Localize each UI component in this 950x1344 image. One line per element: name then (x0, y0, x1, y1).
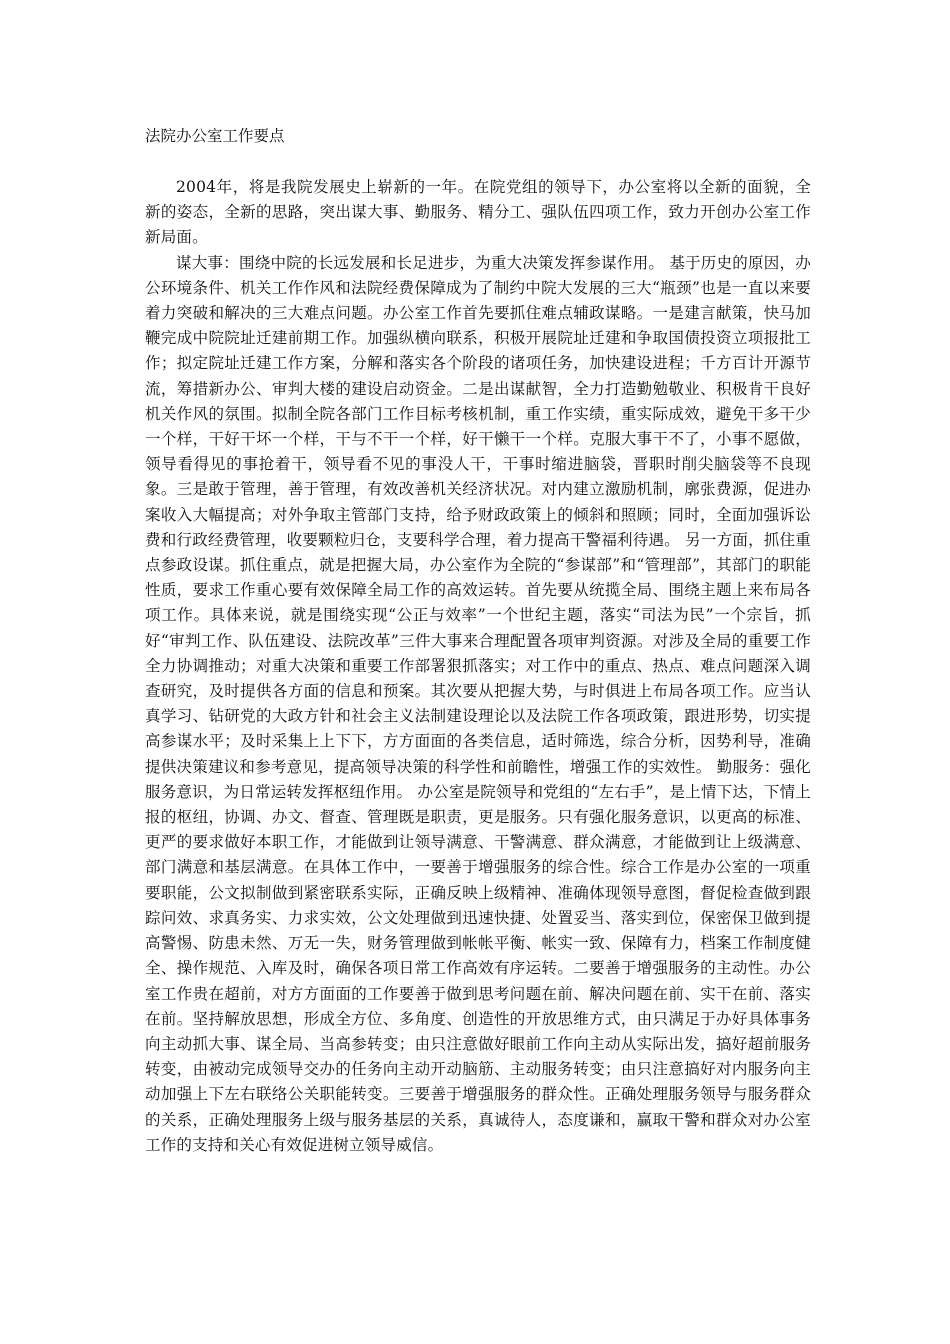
document-title: 法院办公室工作要点 (145, 127, 285, 145)
title-spacer (145, 149, 811, 175)
paragraph-intro: 2004年，将是我院发展史上崭新的一年。在院党组的领导下，办公室将以全新的面貌，全新的姿态，全新的思路，突出谋大事、勤服务、精分工、强队伍四项工作，致力开创办公室工作新局面。 (145, 178, 811, 247)
document-page (145, 124, 811, 1158)
paragraph-body: 谋大事：围绕中院的长远发展和长足进步，为重大决策发挥参谋作用。 基于历史的原因，办公环境条件、机关工作作风和法院经费保障成为了制约中院大发展的三大“瓶颈”也是一直以来要着力突破和解决的三大难点问题。办公室工作首先要抓住难点辅政谋略。一是建言献策，快马加鞭完成中院院址迁建前期工作。加强纵横向联系，积极开展院址迁建和争取国债投资立项报批工作；拟定院址迁建工作方案，分解和落实各个阶段的诸项任务，加快建设进程；千方百计开源节流，筹措新办公、审判大楼的建设启动资金。二是出谋献智，全力打造勤勉敬业、积极肯干良好机关作风的氛围。拟制全院各部门工作目标考核机制，重工作实绩，重实际成效，避免干多干少一个样，干好干坏一个样，干与不干一个样，好干懒干一个样。克服大事干不了，小事不愿做，领导看得见的事抢着干，领导看不见的事没人干，干事时缩进脑袋，晋职时削尖脑袋等不良现象。三是敢于管理，善于管理，有效改善机关经济状况。对内建立激励机制，廓张费源，促进办案收入大幅提高；对外争取主管部门支持，给予财政政策上的倾斜和照顾；同时，全面加强诉讼费和行政经费管理，收要颗粒归仓，支要科学合理，着力提高干警福利待遇。 另一方面，抓住重点参政设谋。抓住重点，就是把握大局，办公室作为全院的“参谋部”和“管理部”，其部门的职能性质，要求工作重心要有效保障全局工作的高效运转。首先要从统揽全局、围绕主题上来布局各项工作。具体来说，就是围绕实现“公正与效率”一个世纪主题，落实“司法为民”一个宗旨，抓好“审判工作、队伍建设、法院改革”三件大事来合理配置各项审判资源。对涉及全局的重要工作全力协调推动；对重大决策和重要工作部署狠抓落实；对工作中的重点、热点、难点问题深入调查研究，及时提供各方面的信息和预案。其次要从把握大势，与时俱进上布局各项工作。应当认真学习、钻研党的大政方针和社会主义法制建设理论以及法院工作各项政策，跟进形势，切实提高参谋水平；及时采集上上下下，方方面面的各类信息，适时筛选，综合分析，因势利导，准确提供决策建议和参考意见，提高领导决策的科学性和前瞻性，增强工作的实效性。 勤服务：强化服务意识，为日常运转发挥枢纽作用。 办公室是院领导和党组的“左右手”，是上情下达，下情上报的枢纽，协调、办文、督查、管理既是职责，更是服务。只有强化服务意识，以更高的标准、更严的要求做好本职工作，才能做到让领导满意、干警满意、群众满意，才能做到让上级满意、部门满意和基层满意。在具体工作中，一要善于增强服务的综合性。综合工作是办公室的一项重要职能，公文拟制做到紧密联系实际，正确反映上级精神、准确体现领导意图，督促检查做到跟踪问效、求真务实、力求实效，公文处理做到迅速快捷、处置妥当、落实到位，保密保卫做到提高警惕、防患未然、万无一失，财务管理做到帐帐平衡、帐实一致、保障有力，档案工作制度健全、操作规范、入库及时，确保各项日常工作高效有序运转。二要善于增强服务的主动性。办公室工作贵在超前，对方方面面的工作要善于做到思考问题在前、解决问题在前、实干在前、落实在前。坚持解放思想，形成全方位、多角度、创造性的开放思维方式，由只满足于办好具体事务向主动抓大事、谋全局、当高参转变；由只注意做好眼前工作向主动从实际出发，搞好超前服务转变，由被动完成领导交办的任务向主动开动脑筋、主动服务转变；由只注意搞好对内服务向主动加强上下左右联络公关职能转变。三要善于增强服务的群众性。正确处理服务领导与服务群众的关系，正确处理服务上级与服务基层的关系，真诚待人，态度谦和，赢取干警和群众对办公室工作的支持和关心有效促进树立领导威信。 (145, 253, 811, 1154)
